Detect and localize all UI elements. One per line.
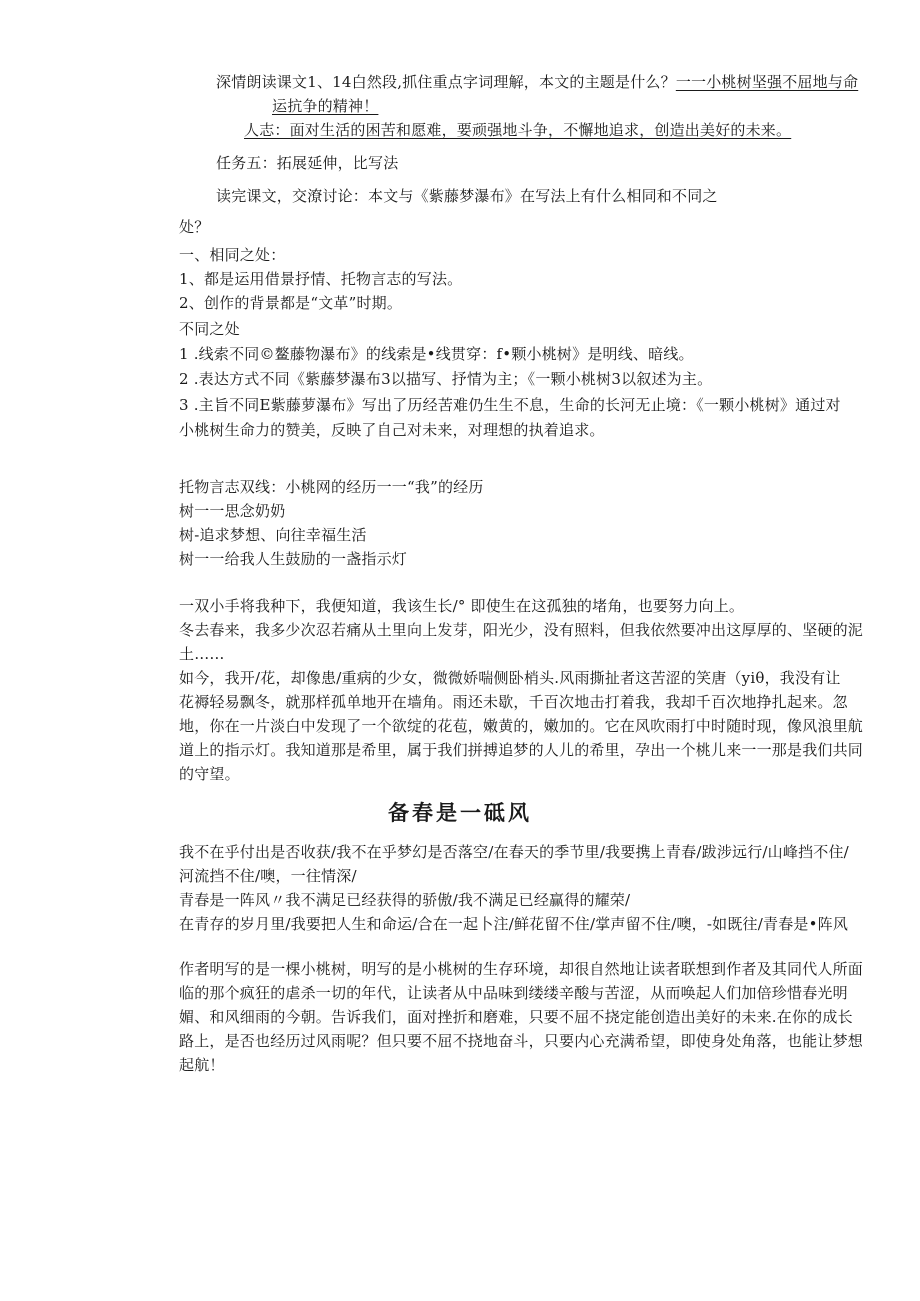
similarity-item-1: 1、都是运用借景抒情、托物言志的写法。 xyxy=(179,270,463,288)
theme-summary: 人志：面对生活的困苦和愿难，要顽强地斗争，不懈地追求，创造出美好的未来。 xyxy=(244,121,792,139)
difference-item-2: 2 .表达方式不同《紫藤梦瀑布3以描写、抒情为主；《一颗小桃树3以叙述为主。 xyxy=(179,370,713,388)
conclusion-line-4: 路上，是否也经历过风雨呢？但只要不屈不挠地奋斗，只要内心充满希望，即使身处角落，也能让梦想 xyxy=(179,1032,864,1050)
conclusion-line-1: 作者明写的是一棵小桃树，明写的是小桃树的生存环境，却很自然地让读者联想到作者及其同代人所面 xyxy=(179,960,864,978)
tree-line-3: 树一一给我人生鼓励的一盏指示灯 xyxy=(179,550,408,568)
theme-answer-continued: 运抗争的精神！ xyxy=(272,97,379,115)
difference-item-3-cont: 小桃树生命力的赞美，反映了自己对未来，对理想的执着追求。 xyxy=(179,421,605,439)
differences-heading: 不同之处 xyxy=(179,320,240,338)
discussion-prompt: 读完课文，交潦讨论：本文与《紫藤梦瀑布》在写法上有什么相同和不同之 xyxy=(216,187,718,205)
prose-paragraph-2-cont: 土…… xyxy=(179,645,225,663)
prose-paragraph-3-line-3: 地，你在一片淡白中发现了一个欲绽的花苞，嫩黄的，嫩加的。它在风吹雨打中时随时现，像风浪里航 xyxy=(179,717,864,735)
dual-line-heading: 托物言志双线：小桃网的经历一一“我”的经历 xyxy=(179,478,484,496)
poem-line-2: 河流挡不住/噢，一往情深/ xyxy=(179,867,357,885)
prose-paragraph-3-line-5: 的守望。 xyxy=(179,765,240,783)
poem-line-1: 我不在乎付出是否收获/我不在乎梦幻是否落空/在春天的季节里/我要携上青春/跋涉远行/山峰挡不住/ xyxy=(179,843,849,861)
theme-answer-underlined: 一一小桃树坚强不屈地与命 xyxy=(675,73,859,91)
conclusion-line-3: 媚、和风细雨的今朝。告诉我们，面对挫折和磨难，只要不屈不挠定能创造出美好的未来.在你的成长 xyxy=(179,1008,853,1026)
similarity-item-2: 2、创作的背景都是“文革”时期。 xyxy=(179,294,403,312)
prose-paragraph-3-line-4: 道上的指示灯。我知道那是希里，属于我们拼搏追梦的人儿的希里，孕出一个桃儿来一一那是我们共同 xyxy=(179,741,864,759)
task-five-heading: 任务五：拓展延伸，比写法 xyxy=(216,154,399,172)
conclusion-line-5: 起航！ xyxy=(179,1056,225,1074)
prose-paragraph-3-line-2: 花褥轻易飘冬，就那样孤单地开在墙角。雨还未歇，千百次地击打着我，我却千百次地挣扎起来。忽 xyxy=(179,693,848,711)
conclusion-line-2: 临的那个疯狂的虐杀一切的年代，让读者从中品味到缕缕辛酸与苦涩，从而唤起人们加倍珍惜春光明 xyxy=(179,984,848,1002)
poem-line-3: 青春是一阵风〃我不满足已经获得的骄傲/我不满足已经赢得的耀荣/ xyxy=(179,891,631,909)
tree-line-2: 树-追求梦想、向往幸福生活 xyxy=(179,526,367,544)
question-line xyxy=(216,70,858,94)
tree-line-1: 树一一思念奶奶 xyxy=(179,502,286,520)
prose-paragraph-1: 一双小手将我种下，我便知道，我该生长/° 即使生在这孤独的堵角，也要努力向上。 xyxy=(179,597,745,615)
prose-paragraph-2: 冬去春来，我多少次忍若痛从土里向上发芽，阳光少，没有照料，但我依然要冲出这厚厚的、坚硬的泥 xyxy=(179,621,864,639)
difference-item-3: 3 .主旨不同E紫藤萝瀑布》写出了历经苦难仍生生不息，生命的长河无止境：《一颗小桃树》通过对 xyxy=(179,396,841,414)
prose-paragraph-3: 如今，我开/花，却像患/重病的少女，微微娇喘侧卧梢头.风雨撕扯者这苦涩的笑唐（yiθ，我没有让 xyxy=(179,669,841,687)
similarities-heading: 一、相同之处： xyxy=(179,246,286,264)
discussion-prompt-end: 处？ xyxy=(179,218,210,236)
question-text: 深情朗读课文1、14白然段,抓住重点字词理解，本文的主题是什么？ xyxy=(216,73,676,91)
poem-title: 备春是一砥风 xyxy=(388,800,532,825)
poem-line-4: 在青存的岁月里/我要把人生和命运/合在一起卜注/鲜花留不住/掌声留不住/噢，-如既往/青春是•阵风 xyxy=(179,915,849,933)
difference-item-1: 1 .线索不同©鳌藤物瀑布》的线索是•线贯穿：f•颗小桃树》是明线、暗线。 xyxy=(179,345,694,363)
